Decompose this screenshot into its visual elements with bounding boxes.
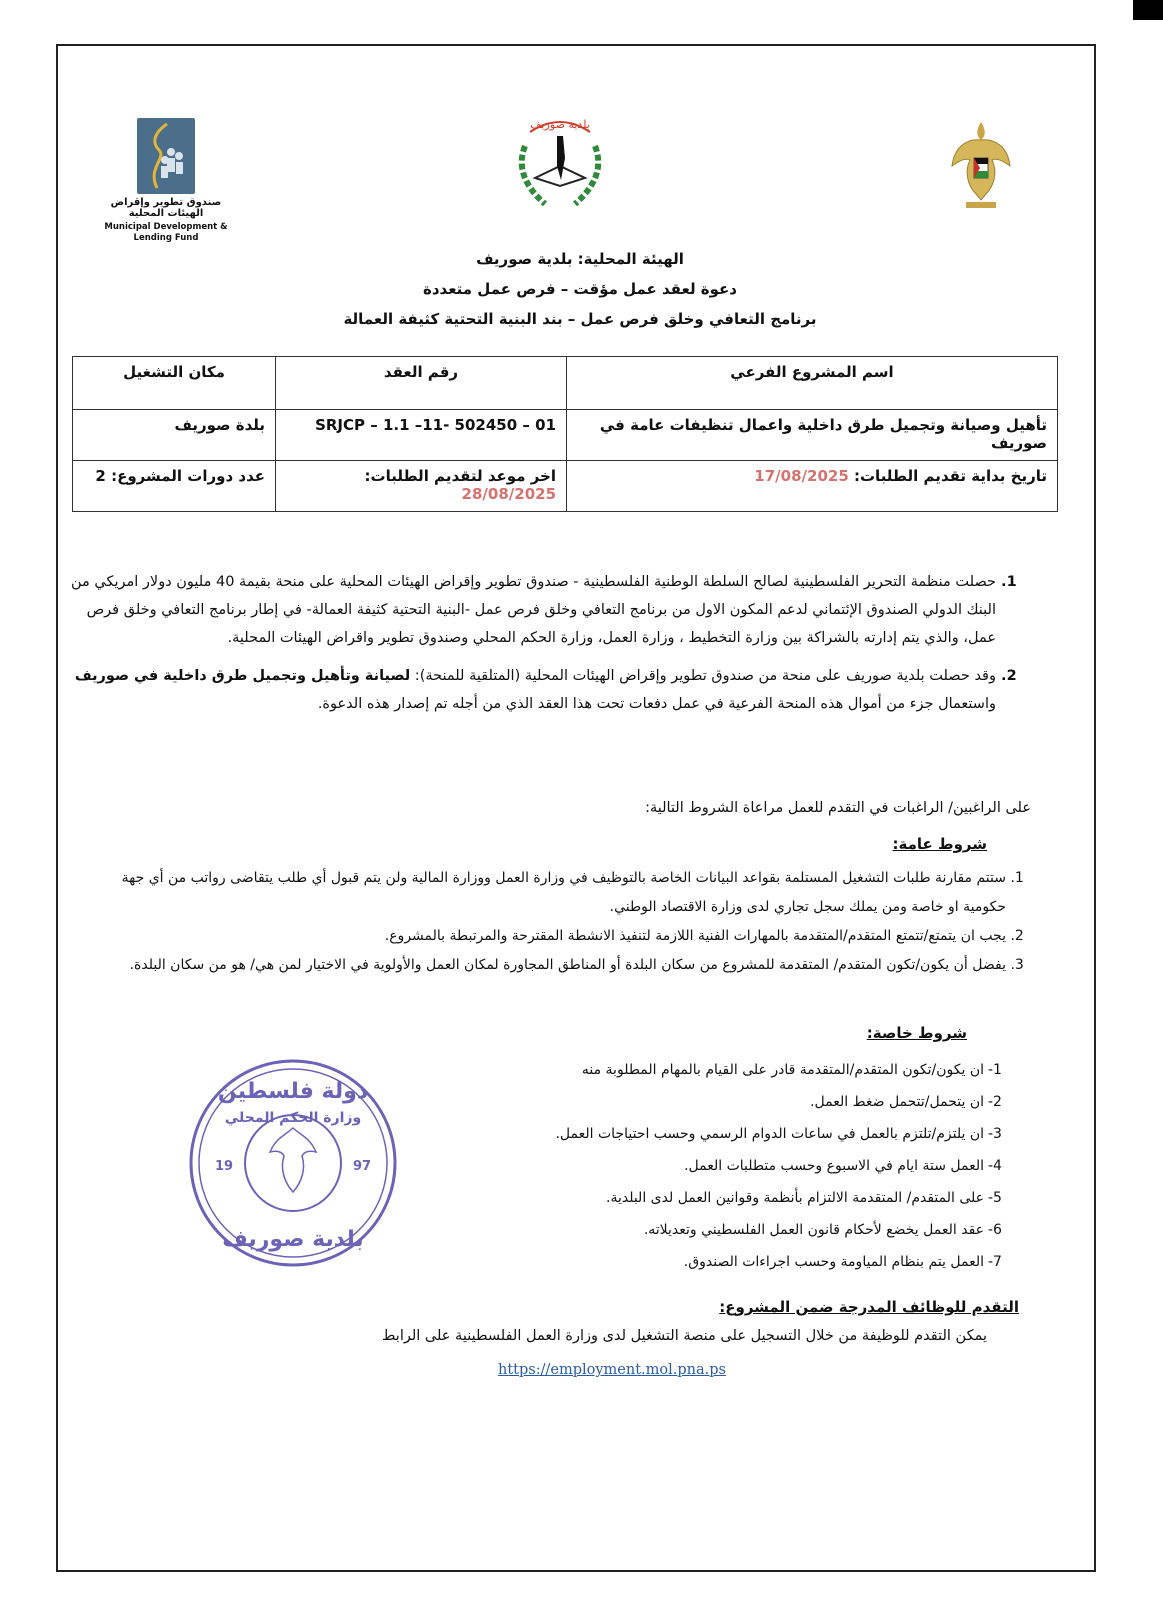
paragraph-2-text: وقد حصلت بلدية صوريف على منحة من صندوق تطوير وإقراض الهيئات المحلية (المتلقية للمنحة): لصيانة وتأهيل وتجميل طرق داخلية في صوريف واستعمال جزء من أموال هذه المنحة الفرعية في عمل دفعات تحت هذا العقد الذي من أجله تم إصدار هذه الدعوة. bbox=[74, 668, 996, 712]
stamp-ministry-text: وزارة الحكم المحلي bbox=[224, 1110, 362, 1126]
header-logos bbox=[0, 0, 1163, 243]
municipality-logo-text: بلدية صوريف bbox=[530, 118, 590, 131]
special-condition-2 bbox=[500, 1086, 1002, 1118]
table-header-row bbox=[73, 357, 1058, 410]
project-cycles-cell: عدد دورات المشروع: 2 bbox=[73, 461, 276, 512]
invitation-title: دعوة لعقد عمل مؤقت – فرص عمل متعددة bbox=[422, 280, 738, 298]
subproject-name-value: تأهيل وصيانة وتجميل طرق داخلية واعمال تنظيفات عامة في صوريف bbox=[567, 410, 1058, 461]
special-condition-text: عقد العمل يخضع لأحكام قانون العمل الفلسطيني وتعديلاته. bbox=[643, 1222, 984, 1238]
special-condition-number: -1 bbox=[988, 1062, 1002, 1078]
table-values-row bbox=[73, 410, 1058, 461]
mdlf-caption-ar: صندوق تطوير وإقراض الهيئات المحلية bbox=[110, 197, 222, 219]
stamp-year-left: 19 bbox=[214, 1159, 234, 1174]
special-condition-text: ان يكون/تكون المتقدم/المتقدمة قادر على القيام بالمهام المطلوبة منه bbox=[581, 1062, 984, 1078]
municipality-stamp bbox=[186, 1056, 400, 1270]
special-condition-number: -2 bbox=[988, 1094, 1002, 1110]
special-condition-text: ان يتحمل/تتحمل ضغط العمل. bbox=[810, 1094, 984, 1110]
mdlf-logo bbox=[96, 118, 236, 244]
special-condition-1 bbox=[500, 1054, 1002, 1086]
conditions-intro: على الراغبين/ الراغبات في التقدم للعمل مراعاة الشروط التالية: bbox=[645, 800, 1031, 816]
special-condition-7 bbox=[500, 1246, 1002, 1278]
special-condition-number: -3 bbox=[988, 1126, 1002, 1142]
general-conditions-heading: شروط عامة: bbox=[892, 835, 987, 853]
general-condition-3: 3. يفضل أن يكون/تكون المتقدم/ المتقدمة للمشروع من سكان البلدة أو المناطق المجاورة لمكان العمل والأولوية في الاختيار لمن هي/ هو من سكان البلدة. bbox=[96, 951, 1006, 980]
special-condition-text: على المتقدم/ المتقدمة الالتزام بأنظمة وقوانين العمل لدى البلدية. bbox=[606, 1190, 984, 1206]
special-conditions-list bbox=[500, 1054, 1030, 1278]
work-location-header: مكان التشغيل bbox=[73, 357, 276, 410]
paragraph-2-emphasis: لصيانة وتأهيل وتجميل طرق داخلية في صوريف bbox=[74, 668, 411, 684]
program-title: برنامج التعافي وخلق فرص عمل – بند البنية التحتية كثيفة العمالة bbox=[343, 310, 817, 328]
background-paragraphs bbox=[66, 568, 1026, 728]
special-condition-number: -5 bbox=[988, 1190, 1002, 1206]
special-condition-5 bbox=[500, 1182, 1002, 1214]
general-conditions-list bbox=[96, 864, 1036, 980]
stamp-top-text: دولة فلسطين bbox=[217, 1079, 369, 1104]
special-condition-6 bbox=[500, 1214, 1002, 1246]
start-date-value: 17/08/2025 bbox=[754, 467, 849, 485]
end-date-cell bbox=[276, 461, 567, 512]
employment-platform-link[interactable]: https://employment.mol.pna.ps bbox=[498, 1362, 726, 1378]
contract-number-header: رقم العقد bbox=[276, 357, 567, 410]
end-date-label: اخر موعد لتقديم الطلبات: bbox=[364, 467, 556, 485]
table-dates-row bbox=[73, 461, 1058, 512]
special-condition-number: -7 bbox=[988, 1254, 1002, 1270]
special-condition-number: -6 bbox=[988, 1222, 1002, 1238]
mdlf-logo-icon bbox=[137, 118, 195, 194]
special-condition-text: العمل ستة ايام في الاسبوع وحسب متطلبات العمل. bbox=[684, 1158, 984, 1174]
special-conditions-heading: شروط خاصة: bbox=[866, 1024, 967, 1042]
special-condition-text: العمل يتم بنظام المياومة وحسب اجراءات الصندوق. bbox=[683, 1254, 984, 1270]
general-condition-1: 1. ستتم مقارنة طلبات التشغيل المستلمة بقواعد البيانات الخاصة بالتوظيف في وزارة العمل ووزارة المالية ولن يتم قبول أي طلب يتقاضى رواتب من أي جهة حكومية او خاصة ومن يملك سجل تجاري لدى وزارة الاقتصاد الوطني. bbox=[96, 864, 1006, 922]
stamp-year-right: 97 bbox=[352, 1159, 372, 1174]
work-location-value: بلدة صوريف bbox=[73, 410, 276, 461]
start-date-label: تاريخ بداية تقديم الطلبات: bbox=[853, 467, 1047, 485]
special-condition-text: ان يلتزم/تلتزم بالعمل في ساعات الدوام الرسمي وحسب احتياجات العمل. bbox=[555, 1126, 984, 1142]
document-titles bbox=[120, 244, 1040, 334]
palestine-eagle-emblem bbox=[946, 114, 1016, 214]
start-date-cell bbox=[567, 461, 1058, 512]
end-date-value: 28/08/2025 bbox=[461, 485, 556, 503]
local-authority-title: الهيئة المحلية: بلدية صوريف bbox=[476, 250, 684, 268]
municipality-logo bbox=[505, 106, 615, 216]
special-condition-number: -4 bbox=[988, 1158, 1002, 1174]
apply-heading: التقدم للوظائف المدرجة ضمن المشروع: bbox=[719, 1298, 1019, 1316]
stamp-bottom-text: بلدية صوريف bbox=[222, 1227, 364, 1252]
special-condition-3 bbox=[500, 1118, 1002, 1150]
general-condition-2: 2. يجب ان يتمتع/تتمتع المتقدم/المتقدمة بالمهارات الفنية اللازمة لتنفيذ الانشطة المقترحة والمرتبطة بالمشروع. bbox=[96, 922, 1006, 951]
background-paragraph-2 bbox=[66, 662, 996, 718]
apply-instructions: يمكن التقدم للوظيفة من خلال التسجيل على منصة التشغيل لدى وزارة العمل الفلسطينية على الرابط bbox=[382, 1328, 987, 1344]
mdlf-caption-en: Municipal Development & Lending Fund bbox=[104, 222, 228, 243]
contract-number-value: SRJCP – 1.1 –11- 502450 – 01 bbox=[276, 410, 567, 461]
subproject-name-header: اسم المشروع الفرعي bbox=[567, 357, 1058, 410]
special-condition-4 bbox=[500, 1150, 1002, 1182]
project-info-table bbox=[72, 356, 1058, 512]
background-paragraph-1: 1. حصلت منظمة التحرير الفلسطينية لصالح السلطة الوطنية الفلسطينية - صندوق تطوير وإقراض الهيئات المحلية على منحة بقيمة 40 مليون دولار امريكي من البنك الدولي الصندوق الإئتماني لدعم المكون الاول من برنامج التعافي وخلق فرص عمل -البنية التحتية كثيفة العمالة- في إطار برنامج التعافي وخلق فرص عمل، والذي يتم إدارته بالشراكة بين وزارة التخطيط ، وزارة العمل، وزارة الحكم المحلي وصندوق تطوير واقراض الهيئات المحلية. bbox=[66, 568, 996, 652]
